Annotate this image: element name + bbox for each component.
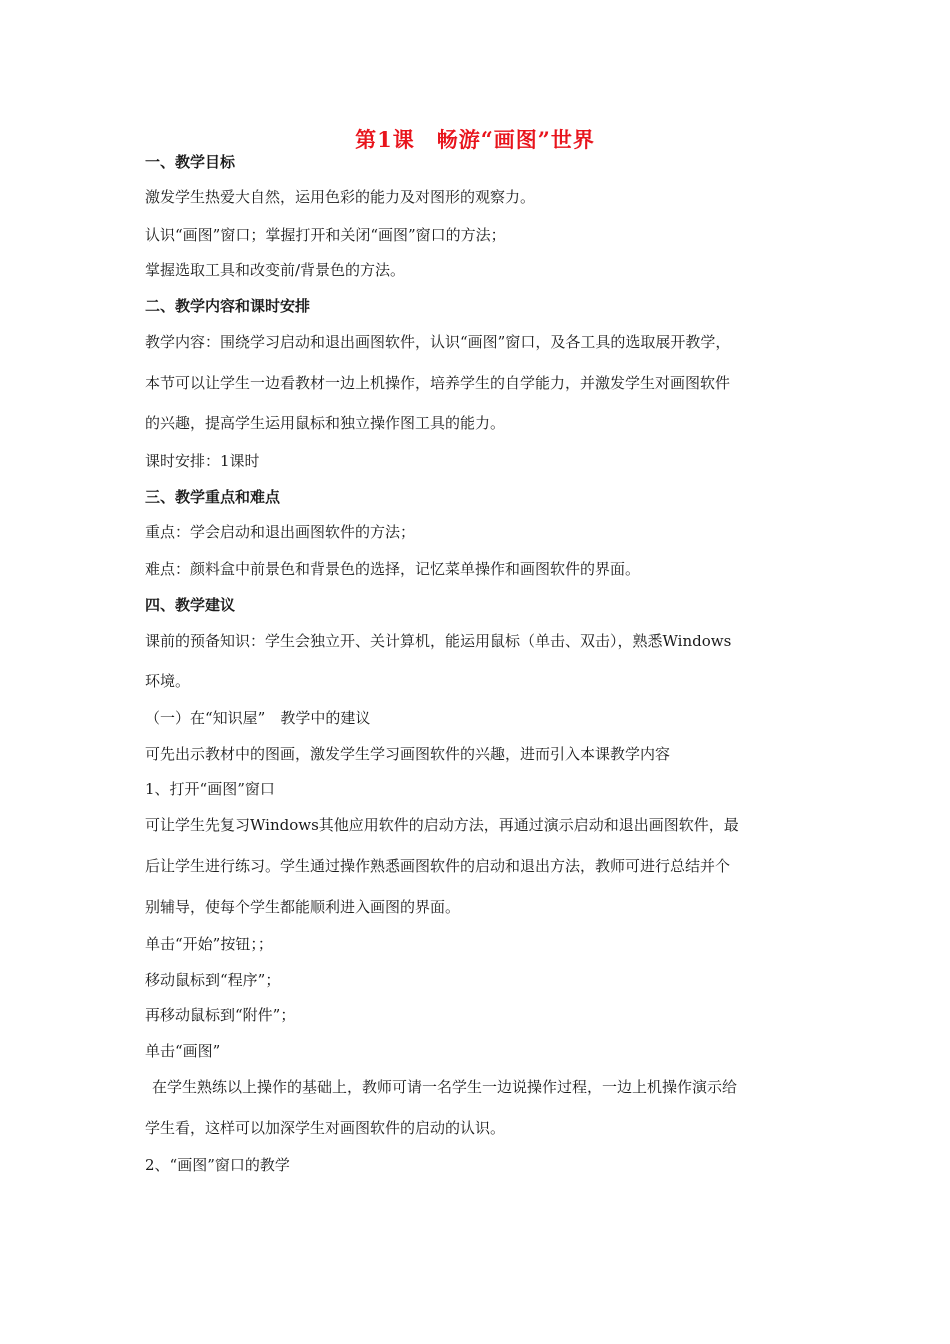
paragraph-line: 别辅导，使每个学生都能顺利进入画图的界面。 [145, 898, 461, 916]
paragraph-line: 可先出示教材中的图画，激发学生学习画图软件的兴趣，进而引入本课教学内容 [145, 745, 671, 763]
section-heading-content: 二、教学内容和课时安排 [145, 297, 311, 315]
paragraph-line: 2、“画图”窗口的教学 [145, 1156, 290, 1174]
paragraph-line: 的兴趣，提高学生运用鼠标和独立操作图工具的能力。 [145, 414, 506, 432]
paragraph-line: 在学生熟练以上操作的基础上，教师可请一名学生一边说操作过程，一边上机操作演示给 [152, 1078, 738, 1096]
paragraph-line: 1、打开“画图”窗口 [145, 780, 275, 798]
paragraph-line: 学生看，这样可以加深学生对画图软件的启动的认识。 [145, 1119, 506, 1137]
paragraph-line: 掌握选取工具和改变前/背景色的方法。 [145, 261, 406, 279]
paragraph-line: 激发学生热爱大自然，运用色彩的能力及对图形的观察力。 [145, 188, 536, 206]
paragraph-line: 移动鼠标到“程序”； [145, 971, 281, 989]
section-heading-key-points: 三、教学重点和难点 [145, 488, 281, 506]
paragraph-line: 可让学生先复习Windows其他应用软件的启动方法，再通过演示启动和退出画图软件，最 [145, 816, 739, 834]
paragraph-line: 环境。 [145, 672, 191, 690]
section-heading-objectives: 一、教学目标 [145, 153, 236, 171]
paragraph-line: 单击“画图” [145, 1042, 221, 1060]
paragraph-line: 认识“画图”窗口；掌握打开和关闭“画图”窗口的方法； [145, 226, 506, 244]
paragraph-line: 课前的预备知识：学生会独立开、关计算机，能运用鼠标（单击、双击），熟悉Windows [145, 632, 732, 650]
paragraph-line: 再移动鼠标到“附件”； [145, 1006, 296, 1024]
paragraph-line: 难点：颜料盒中前景色和背景色的选择，记忆菜单操作和画图软件的界面。 [145, 560, 641, 578]
paragraph-line: 重点：学会启动和退出画图软件的方法； [145, 523, 416, 541]
paragraph-line: 后让学生进行练习。学生通过操作熟悉画图软件的启动和退出方法，教师可进行总结并个 [145, 857, 731, 875]
paragraph-line: （一）在“知识屋” 教学中的建议 [145, 709, 371, 727]
section-heading-suggestions: 四、教学建议 [145, 596, 236, 614]
lesson-title: 第1课 畅游“画图”世界 [355, 127, 595, 152]
paragraph-line: 单击“开始”按钮；； [145, 935, 273, 953]
paragraph-line: 本节可以让学生一边看教材一边上机操作，培养学生的自学能力，并激发学生对画图软件 [145, 374, 731, 392]
paragraph-line: 教学内容：围绕学习启动和退出画图软件，认识“画图”窗口，及各工具的选取展开教学， [145, 333, 731, 351]
paragraph-line: 课时安排：1课时 [145, 452, 260, 470]
